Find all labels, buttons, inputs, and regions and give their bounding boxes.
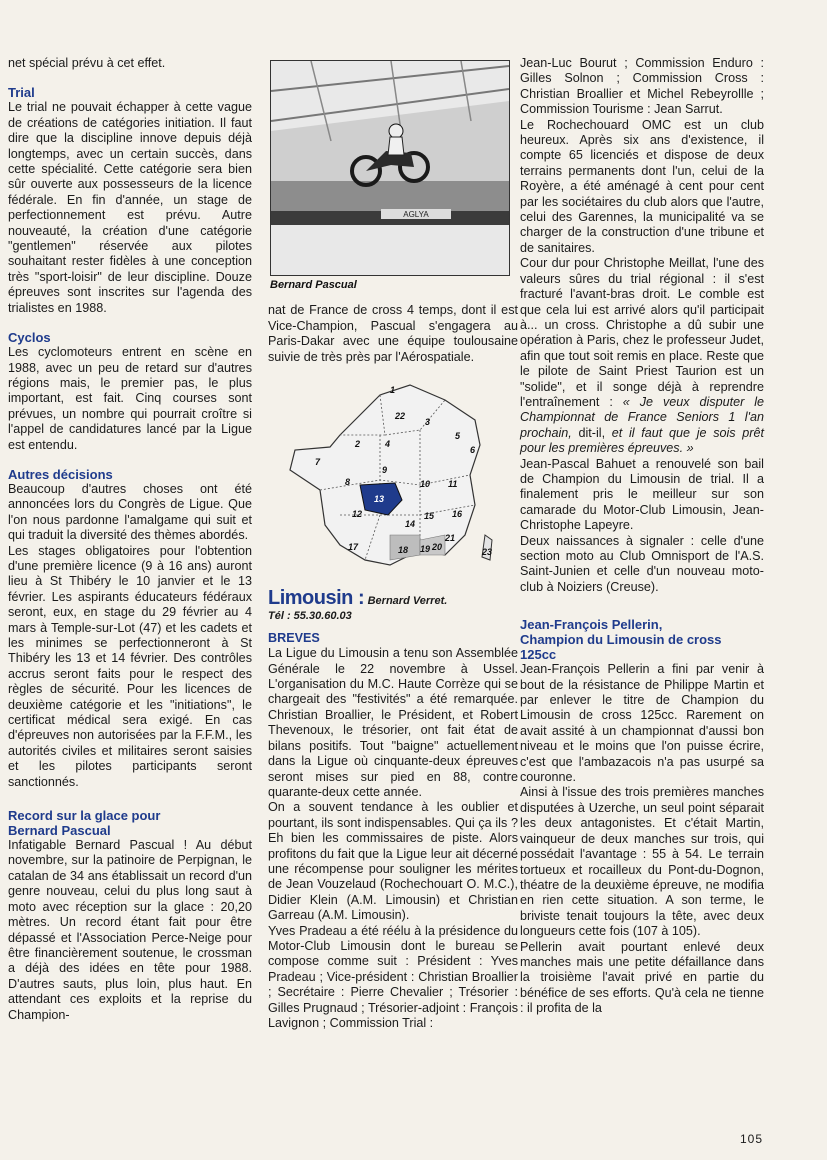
paragraph: Le Rochechouard OMC est un club heureux. Après six ans d'existence, il compte 65 licenciés et dispose de deux terrains permanents dont l'un, celui de la Royère, a été aménagé à cent pour cent par les sociétaires du club alors que l'autre, celui des Garennes, la municipalité va se charger de la construction d'une tribune et de sanitaires.	[520, 117, 764, 255]
heading-line: Bernard Pascual	[8, 823, 111, 839]
column-3	[520, 56, 764, 1017]
paragraph: nat de France de cross 4 temps, dont il est Vice-Champion, Pascual s'engagera au Paris-Dakar avec une équipe toulousaine suivie de très près par l'Aérospatiale.	[268, 303, 518, 364]
quote: « Je veux disputer le Championnat de France Seniors 1 l'an prochain,	[520, 394, 764, 440]
paragraph: On a souvent tendance à les oublier et pourtant, ils sont indispensables. Qui ça ils ? Eh bien les commissaires de piste. Alors profitons du fait que la Ligue leur ait décerné une récompense pour souligner les mérites de Jean Vouzelaud (Rochechouart O. M.C.), Didier Klein (A.M. Limousin) et Christian Garreau (A.M. Limousin).	[268, 800, 518, 923]
map-label: 7	[315, 457, 321, 468]
section-heading-trial: Trial	[8, 85, 35, 101]
paragraph: Ainsi à l'issue des trois premières manches disputées à Uzerche, un seul point séparait les deux antagonistes. Et c'était Martin, vainqueur de deux manches sur trois, qui possédait l'avantage : 55 à 54. Le terrain tortueux et rocailleux du Pont-du-Dognon, théatre de la deuxième épreuve, ne modifia en rien cette situation. A son terme, le briviste tenait toujours la tête, avec deux longueurs cette fois (107 à 105).	[520, 785, 764, 939]
region-title	[268, 587, 518, 610]
map-label: 20	[432, 542, 443, 553]
map-label: 1	[390, 385, 396, 396]
paragraph: Infatigable Bernard Pascual ! Au début novembre, sur la patinoire de Perpignan, le catalan de 34 ans établissait un record d'un genre nouveau, celui du plus long saut à moto avec réception sur la glace : 20,20 mètres. Un record étant fait pour être dépassé et l'Association Perce-Neige pour être financièrement soutenue, le crossman a déjà des idées en tête pour 1988. D'autres sauts, plus loin, plus haut. En attendant ces exploits et la reprise du Champion-	[8, 838, 252, 1022]
heading-line: 125cc	[520, 647, 557, 663]
section-heading-pellerin	[520, 617, 764, 662]
map-svg	[270, 375, 508, 585]
map-label: 9	[382, 465, 388, 476]
map-label: 4	[385, 439, 391, 450]
map-label: 19	[420, 544, 431, 555]
section-heading-record	[8, 808, 252, 838]
paragraph	[520, 256, 764, 456]
map-label: 21	[445, 533, 456, 544]
paragraph: Beaucoup d'autres choses ont été annoncées lors du Congrès de Ligue. Que l'on nous pardonne l'amalgame qui suit et qui traduit la diversité des thèmes abordés.	[8, 481, 252, 543]
text-run: Cour dur pour Christophe Meillat, l'une des valeurs sûres du trial régional : il s'est fracturé l'avant-bras droit. Le comble est que cela lui est arrivé alors qu'il participait à... un cross. Christophe a dû subir une opération à Paris, chez le professeur Judet, afin que tout soit remis en place. Reste que le pilote de Saint Priest Taurion est un "solide", et il songe déjà à reprendre l'entraînement :	[520, 256, 764, 409]
map-label: 13	[374, 494, 385, 505]
region-phone: Tél : 55.30.60.03	[268, 610, 352, 623]
map-label: 10	[420, 479, 431, 490]
paragraph: net spécial prévu à cet effet.	[8, 56, 166, 70]
map-label: 18	[398, 545, 409, 556]
paragraph: La Ligue du Limousin a tenu son Assemblée Générale le 22 novembre à Ussel. L'organisation du M.C. Haute Corrèze qui se chargeait des "festivités" a été remarquée. Christian Broallier, le Président, et Robert Thevenoux, le trésorier, ont fait état de bilans positifs. Tout "baigne" actuellement dans la Ligue où cinquante-deux épreuves seront mises sur pied en 88, contre quarante-deux cette année.	[268, 646, 518, 799]
map-label: 3	[425, 417, 431, 428]
map-label: 15	[424, 511, 435, 522]
heading-line: Jean-François Pellerin,	[520, 617, 663, 633]
heading-line: Champion du Limousin de cross	[520, 632, 722, 648]
map-label: 14	[405, 519, 416, 530]
banner-text: AGLYA	[403, 210, 429, 219]
section-heading-cyclos: Cyclos	[8, 330, 51, 346]
map-label: 5	[455, 431, 461, 442]
france-leagues-map	[270, 375, 508, 585]
paragraph: Yves Pradeau a été réélu à la présidence du Motor-Club Limousin dont le bureau se compose comme suit : Président : Yves Pradeau ; Vice-président : Christian Broallier ; Secrétaire : Pierre Chevalier ; Trésorier : Gilles Prugnaud ; Trésorier-adjoint : François Lavignon ; Commission Trial :	[268, 923, 518, 1030]
map-label: 17	[348, 542, 359, 553]
map-label: 2	[355, 439, 361, 450]
photo-bernard-pascual	[270, 60, 510, 276]
heading-line: Record sur la glace pour	[8, 808, 161, 824]
paragraph: Les cyclomoteurs entrent en scène en 1988, avec un peu de retard sur d'autres régions mais, le premier pas, le plus important, est fait. Cinq courses sont prévues, un nombre qui pourrait croître si l'appel de candidatures lancé par la Ligue est entendu.	[8, 345, 252, 452]
column-2	[268, 60, 518, 1031]
quote: et il faut que je sois prêt pour les premières épreuves. »	[520, 425, 764, 456]
map-label: 11	[448, 479, 458, 490]
paragraph: Pellerin avait pourtant enlevé deux manches mais une petite défaillance dans la troisième l'avait privé en partie du bénéfice de ses efforts. Qu'à cela ne tienne : il profita de la	[520, 939, 764, 1016]
photo-illustration	[271, 61, 509, 275]
column-1	[8, 56, 252, 1023]
paragraph: Le trial ne pouvait échapper à cette vague de créations de catégories initiation. Il faut dire que la discipline innove depuis déjà longtemps, avec un certain succès, dans cette spécialité. Cette catégorie sera bien sûr ouverte aux possesseurs de la licence fédérale. En fin d'année, un stage de perfectionnement est prévu. Autre nouveauté, la création d'une catégorie "gentlemen" réservée aux pilotes souhaitant rester fidèles à une conception très "sport-loisir" de leur discipline. Douze épreuves sont inscrites sur l'agenda des trialistes en 1988.	[8, 100, 252, 315]
photo-caption: Bernard Pascual	[270, 279, 357, 291]
section-heading-autres-decisions: Autres décisions	[8, 466, 113, 482]
paragraph: Jean-Luc Bourut ; Commission Enduro : Gilles Solnon ; Commission Cross : Christian Broallier et Michel Rebeyrollle ; Commission Tourisme : Jean Sarrut.	[520, 56, 764, 117]
map-label: 6	[470, 445, 476, 456]
page-number: 105	[739, 1132, 763, 1146]
map-label: 8	[345, 477, 351, 488]
region-person: Bernard Verret.	[367, 595, 448, 608]
map-label: 23	[482, 547, 493, 558]
region-name: Limousin :	[268, 587, 365, 610]
text-run: dit-il,	[571, 425, 612, 440]
map-label: 12	[352, 509, 363, 520]
paragraph: Les stages obligatoires pour l'obtention d'une première licence (9 à 16 ans) auront lieu à St Thibéry le 10 janvier et le 13 février. Les aspirants éducateurs fédéraux seront, eux, en stage du 29 février au 4 mars à Temple-sur-Lot (47) et les cadets et les minimes se perfectionneront à St Thibéry les 13 et 14 février. Des contrôles accrus seront faits pour le respect des règles de sécurité. Pour les licences de deuxième catégorie et les "initiations", le certificat médical sera exigé. En cas d'épreuves non autorisées par la F.F.M., les autorités civiles et militaires seront saisies et les pilotes participants seront sanctionnés.	[8, 543, 252, 789]
section-heading-breves: BREVES	[268, 630, 320, 645]
paragraph: Jean-François Pellerin a fini par venir à bout de la résistance de Philippe Martin et par enlever le titre de Champion du Limousin de cross 125cc. Rarement on avait assité à un championnat d'aussi bon niveau et le moins que l'on puisse écrire, c'est que l'ambazacois n'a pas usurpé sa couronne.	[520, 662, 764, 785]
paragraph: Deux naissances à signaler : celle d'une section moto au Club Omnisport de l'A.S. Saint-Junien et celle d'un nouveau moto-club à Noiziers (Creuse).	[520, 533, 764, 594]
paragraph: Jean-Pascal Bahuet a renouvelé son bail de Champion du Limousin de trial. Il a finalement pris le meilleur sur son camarade du Motor-Club Limousin, Jean-Christophe Lapeyre.	[520, 456, 764, 533]
map-label: 16	[452, 509, 463, 520]
map-label: 22	[395, 411, 406, 422]
